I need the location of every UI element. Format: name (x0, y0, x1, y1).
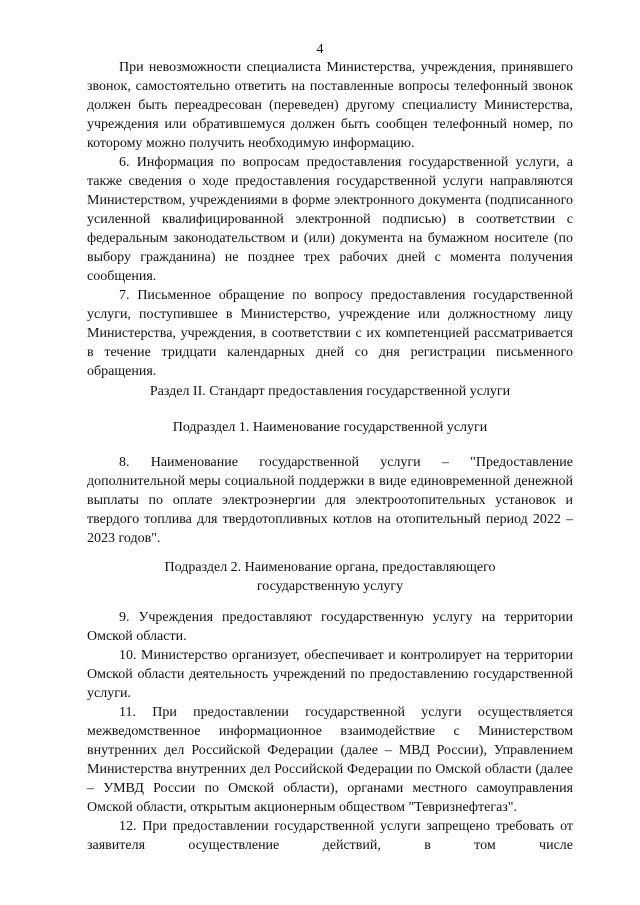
paragraph-10: 10. Министерство организует, обеспечивает и контролирует на территории Омской области деятельность учреждений по предоставлению государственной услуги. (87, 648, 573, 701)
paragraph-7: 7. Письменное обращение по вопросу предоставления государственной услуги, поступившее в Министерство, учреждение или должностному лицу Министерства, учреждения, в соответствии с их компетенцией рассматривается в течение тридцати календарных дней со дня регистрации письменного обращения. (87, 288, 573, 379)
paragraph-6: 6. Информация по вопросам предоставления государственной услуги, а также сведения о ходе предоставления государственной услуги направляются Министерством, учреждениями в форме электронного документа (подписанного усиленной квалифицированной электронной подписью) в соответствии с федеральным законодательством и (или) документа на бумажном носителе (по выбору гражданина) не позднее трех рабочих дней с момента получения сообщения. (87, 155, 573, 284)
paragraph-9: 9. Учреждения предоставляют государственную услугу на территории Омской области. (87, 610, 573, 644)
page-number: 4 (316, 42, 324, 57)
subsection-1-heading: Подраздел 1. Наименование государственной услуги (172, 420, 488, 435)
paragraph-12: 12. При предоставлении государственной услуги запрещено требовать от заявителя осуществление действий, в том числе (87, 819, 573, 853)
top-paragraphs (87, 58, 573, 381)
paragraph-8-block (87, 453, 573, 548)
section-heading: Раздел II. Стандарт предоставления государственной услуги (149, 384, 511, 399)
paragraph: При невозможности специалиста Министерства, учреждения, принявшего звонок, самостоятельно ответить на поставленные вопросы телефонный звонок должен быть переадресован (переведен) другому специалисту Министерства, учреждения или обратившемуся должен быть сообщен телефонный номер, по которому можно получить необходимую информацию. (87, 60, 573, 151)
subsection-2-heading-line-2: государственную услугу (256, 579, 404, 594)
subsection-2-heading-line-1: Подраздел 2. Наименование органа, предоставляющего (164, 560, 496, 575)
paragraph-8: 8. Наименование государственной услуги – "Предоставление дополнительной меры социальной поддержки в виде единовременной денежной выплаты по оплате электроэнергии для электроотопительных установок и твердого топлива для твердотопливных котлов на отопительный период 2022 – 2023 годов". (87, 455, 573, 546)
paragraph-11: 11. При предоставлении государственной услуги осуществляется межведомственное информационное взаимодействие с Министерством внутренних дел Российской Федерации (далее – МВД России), Управлением Министерства внутренних дел Российской Федерации по Омской области (далее – УМВД России по Омской области), органами местного самоуправления Омской области, открытым акционерным обществом "Тевризнефтегаз". (87, 705, 573, 815)
bottom-paragraphs (87, 608, 573, 855)
